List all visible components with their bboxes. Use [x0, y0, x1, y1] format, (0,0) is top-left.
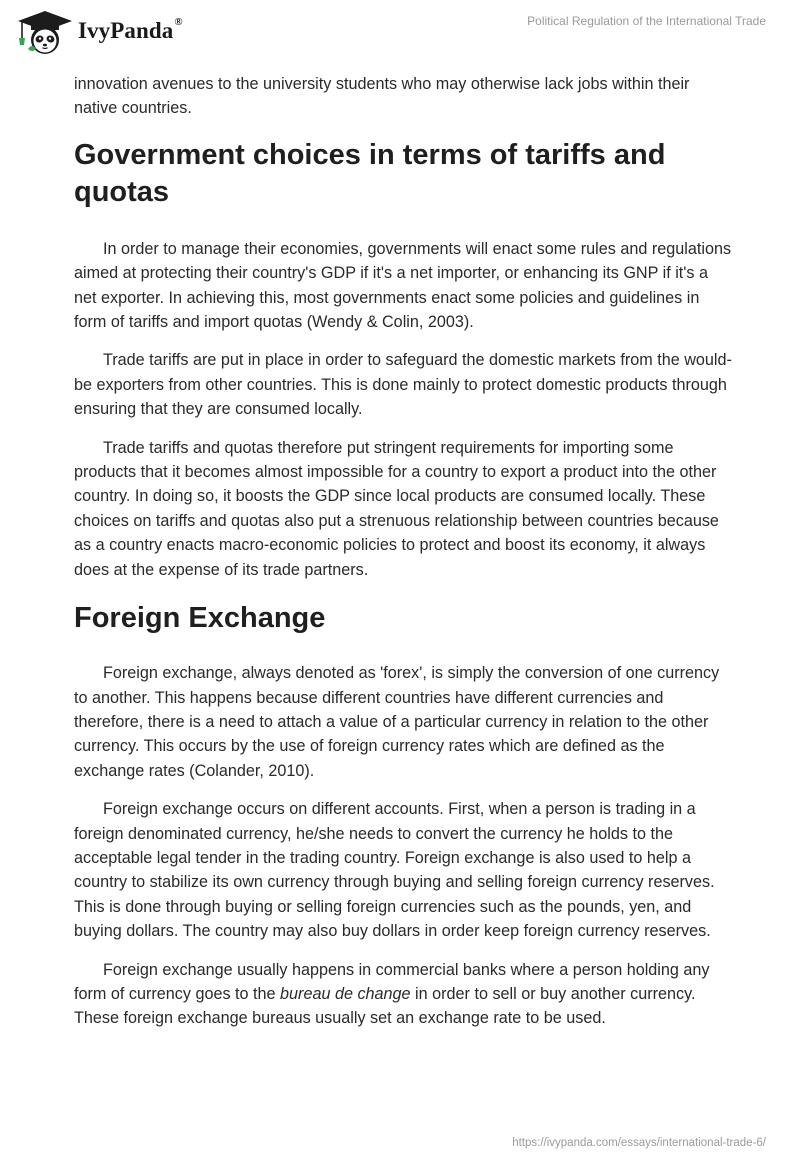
paragraph-bureau: [74, 958, 734, 1031]
panda-graduation-cap-icon[interactable]: [14, 9, 76, 55]
source-url[interactable]: https://ivypanda.com/essays/international-trade-6/: [512, 1137, 766, 1149]
italic-term: bureau de change: [280, 984, 411, 1003]
paragraph: Trade tariffs and quotas therefore put stringent requirements for importing some products that it becomes almost impossible for a country to export a product into the other country. In doing so, it boosts the GDP since local products are consumed locally. These choices on tariffs and quotas also put a strenuous relationship between countries because as a country enacts macro-economic policies to protect and boost its economy, it always does at the expense of its trade partners.: [74, 438, 719, 579]
essay-content: [74, 72, 734, 1045]
paragraph: Trade tariffs are put in place in order to safeguard the domestic markets from the would-be exporters from other countries. This is done mainly to protect domestic products through ensuring that they are consumed locally.: [74, 351, 732, 419]
paragraph: Foreign exchange, always denoted as 'forex', is simply the conversion of one currency to another. This happens because different countries have different currencies and therefore, there is a need to attach a value of a particular currency in relation to the other currency. This occurs by the use of foreign currency rates which are defined as the exchange rates (Colander, 2010).: [74, 664, 720, 780]
brand-name[interactable]: [78, 18, 183, 44]
paragraph: Foreign exchange occurs on different accounts. First, when a person is trading in a foreign denominated currency, he/she needs to convert the currency he holds to the acceptable legal tender in the trading country. Foreign exchange is also used to help a country to stabilize its own currency through buying and selling foreign currency reserves. This is done through buying or selling foreign currencies such as the pounds, yen, and buying dollars. The country may also buy dollars in order keep foreign currency reserves.: [74, 800, 715, 941]
document-title: Political Regulation of the International Trade: [527, 14, 766, 28]
paragraph-text-start: Foreign exchange usually happens in commercial banks where a person holding any form of currency goes to the: [74, 960, 710, 1003]
paragraph: In order to manage their economies, governments will enact some rules and regulations aimed at protecting their country's GDP if it's a net importer, or enhancing its GNP if it's a net exporter. In achieving this, most governments enact some policies and guidelines in form of tariffs and import quotas (Wendy & Colin, 2003).: [74, 239, 732, 332]
registered-mark: ®: [174, 16, 183, 29]
intro-paragraph: innovation avenues to the university students who may otherwise lack jobs within their native countries.: [74, 75, 690, 118]
brand-text: IvyPanda: [78, 18, 174, 43]
paragraph-text-end: in order to sell or buy another currency. These foreign exchange bureaus usually set an exchange rate to be used.: [74, 984, 696, 1028]
section-heading-foreign-exchange: Foreign Exchange: [74, 602, 326, 635]
page-header: [0, 0, 800, 72]
section-heading-tariffs: Government choices in terms of tariffs and quotas: [74, 138, 666, 208]
